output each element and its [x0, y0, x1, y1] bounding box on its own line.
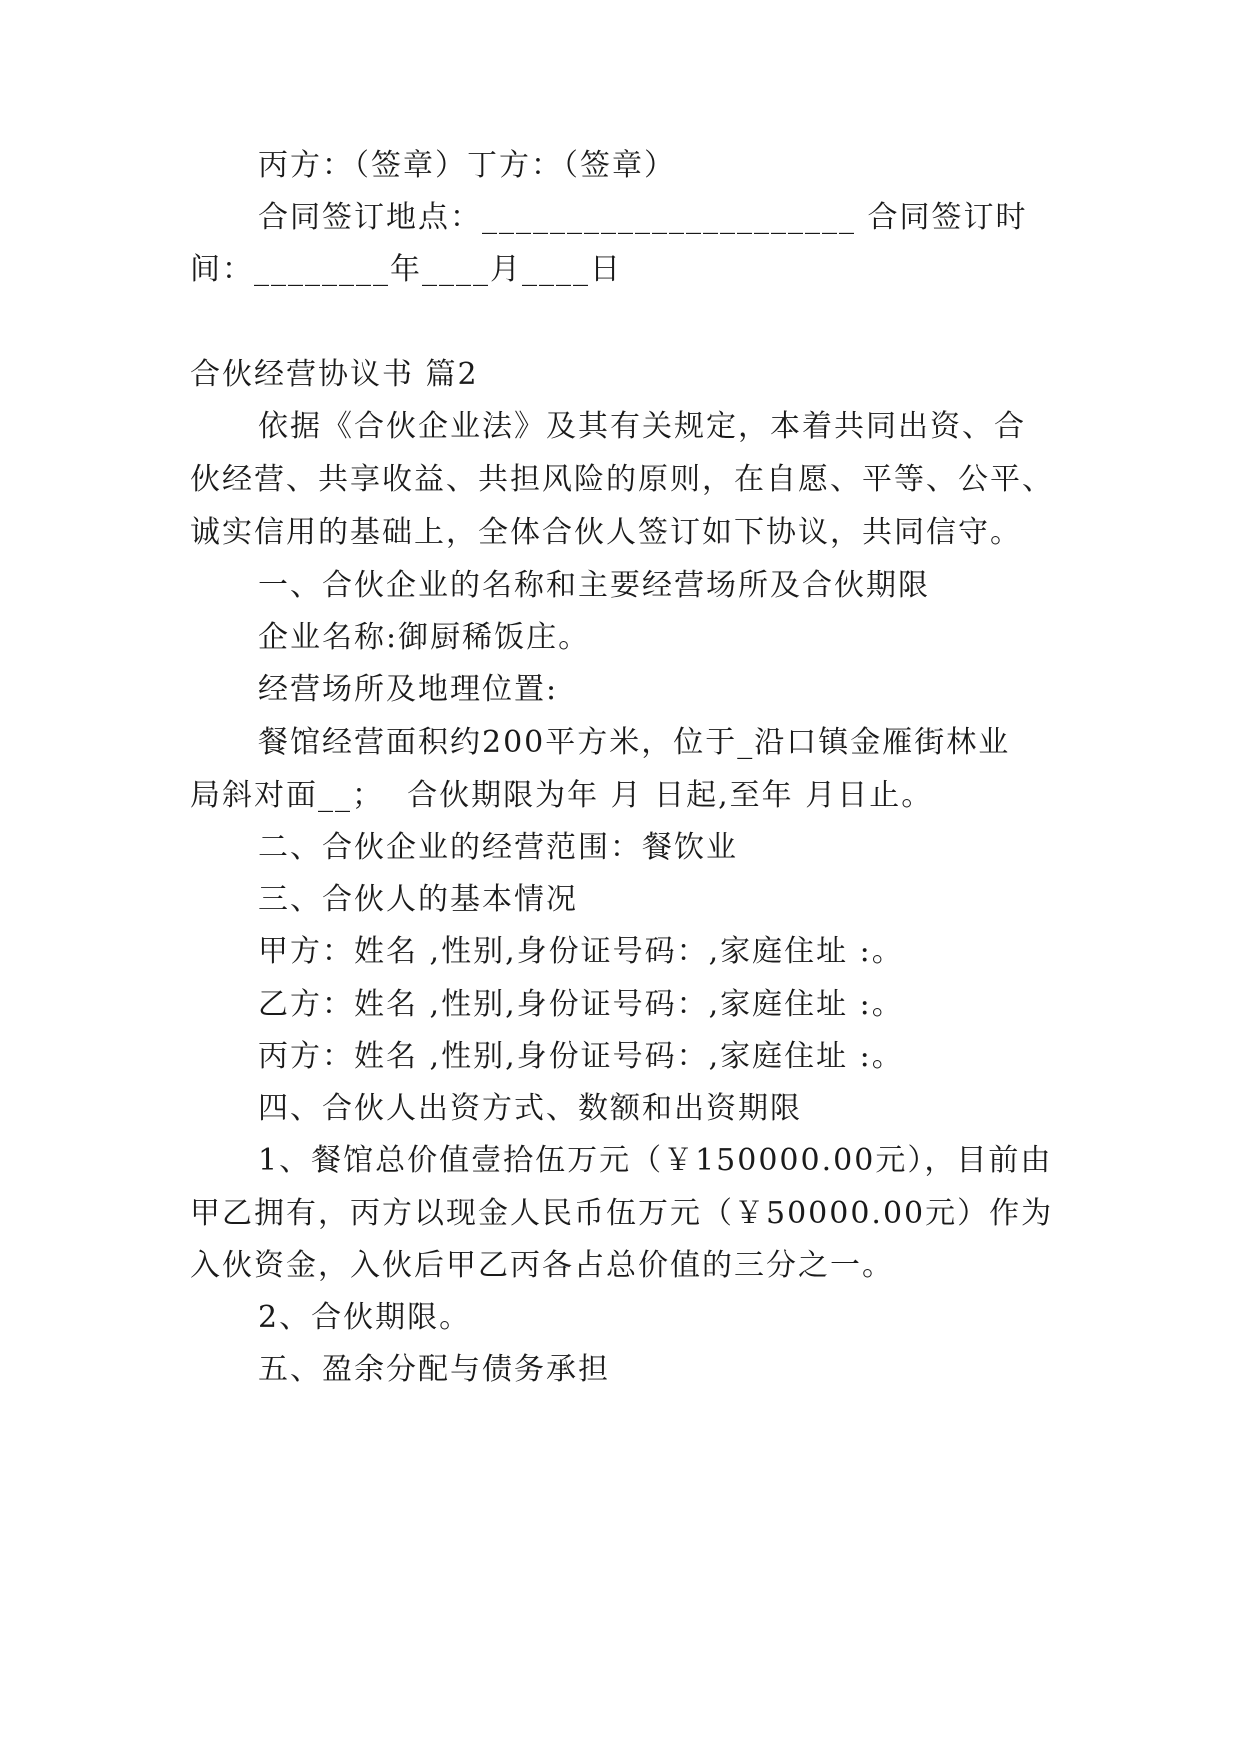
- enterprise-name: 企业名称:御厨稀饭庄。: [258, 620, 591, 655]
- intro-paragraph-line: 诚实信用的基础上，全体合伙人签订如下协议，共同信守。: [190, 515, 1022, 550]
- party-a-info: 甲方：姓名 ,性别,身份证号码：,家庭住址 :。: [258, 934, 904, 969]
- location-paragraph-line: 局斜对面__； 合伙期限为年 月 日起,至年 月日止。: [190, 778, 934, 813]
- capital-paragraph-line: 入伙资金，入伙后甲乙丙各占总价值的三分之一。: [190, 1248, 894, 1283]
- signing-place-line: 合同签订地点：______________________ 合同签订时: [258, 200, 1028, 235]
- heading-1: 一、合伙企业的名称和主要经营场所及合伙期限: [258, 568, 930, 603]
- party-c-info: 丙方：姓名 ,性别,身份证号码：,家庭住址 :。: [258, 1039, 904, 1074]
- location-paragraph-line: 餐馆经营面积约200平方米，位于_沿口镇金雁街林业: [258, 725, 1011, 760]
- heading-3: 三、合伙人的基本情况: [258, 882, 578, 917]
- intro-paragraph-line: 伙经营、共享收益、共担风险的原则，在自愿、平等、公平、: [190, 462, 1054, 497]
- party-b-info: 乙方：姓名 ,性别,身份证号码：,家庭住址 :。: [258, 987, 904, 1022]
- capital-paragraph-line: 甲乙拥有，丙方以现金人民币伍万元（￥50000.00元）作为: [190, 1196, 1054, 1231]
- signing-time-line: 间：________年____月____日: [190, 252, 622, 287]
- capital-paragraph-line: 1、餐馆总价值壹拾伍万元（￥150000.00元），目前由: [258, 1143, 1053, 1178]
- section-title: 合伙经营协议书 篇2: [190, 357, 479, 392]
- heading-5: 五、盈余分配与债务承担: [258, 1352, 610, 1387]
- location-label: 经营场所及地理位置:: [258, 672, 559, 707]
- intro-paragraph-line: 依据《合伙企业法》及其有关规定，本着共同出资、合: [258, 409, 1026, 444]
- signature-parties: 丙方：（签章）丁方：（签章）: [258, 148, 676, 183]
- term-item: 2、合伙期限。: [258, 1300, 472, 1335]
- heading-4: 四、合伙人出资方式、数额和出资期限: [258, 1091, 802, 1126]
- heading-2: 二、合伙企业的经营范围：餐饮业: [258, 830, 738, 865]
